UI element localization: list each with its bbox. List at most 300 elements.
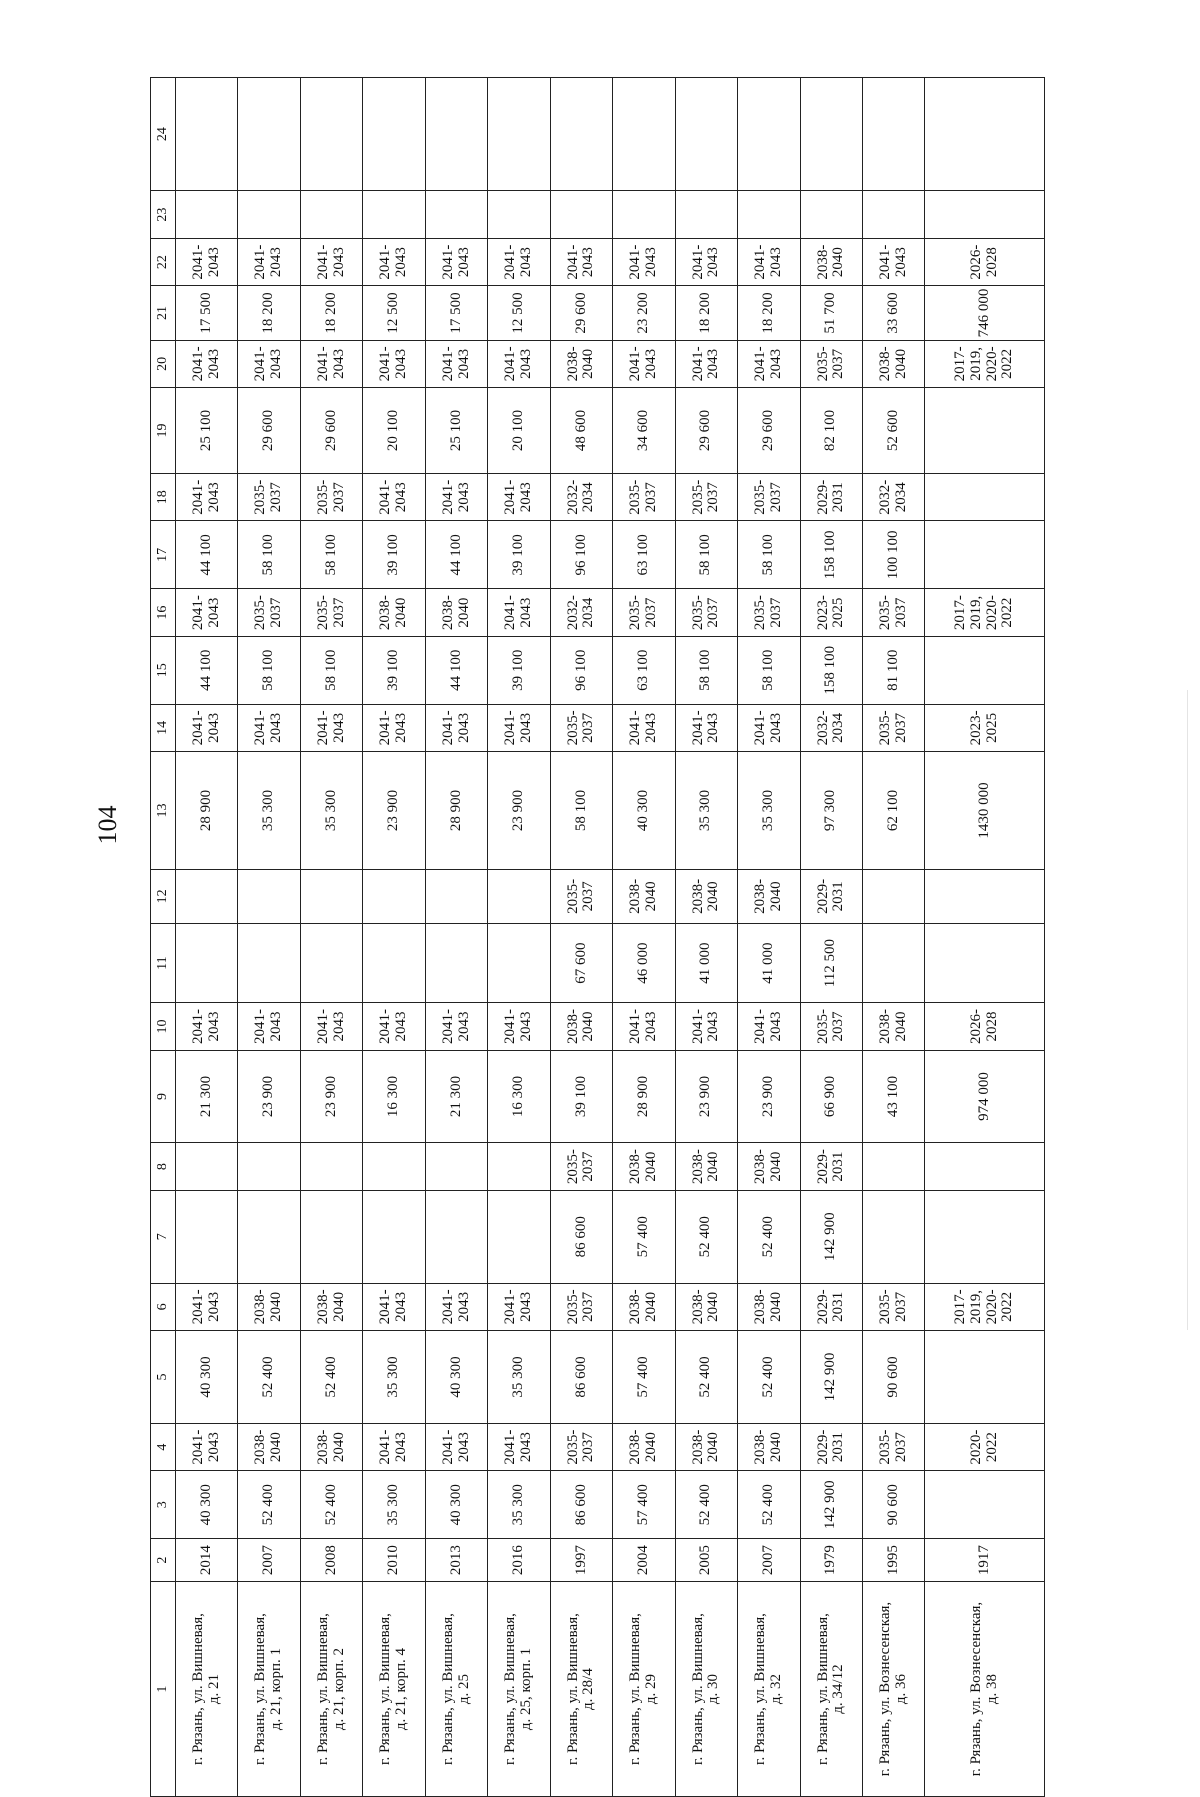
cell-text: 2041-: [377, 244, 394, 280]
cell-text: 20 100: [385, 409, 402, 452]
column-number-header: 9: [151, 1050, 176, 1143]
table-cell: [425, 1003, 487, 1050]
table-cell: [613, 1283, 675, 1330]
cell-text: 58 100: [697, 649, 714, 691]
cell-text: 2020-: [983, 346, 1000, 382]
table-cell: [738, 704, 800, 751]
cell-text: 2043: [517, 348, 534, 379]
cell-text: 2035-: [252, 479, 269, 515]
cell-text: 52 600: [884, 409, 901, 452]
cell-text: 52 400: [260, 1484, 277, 1526]
cell-text: 2028: [983, 1011, 1000, 1042]
page-number: 104: [93, 805, 122, 845]
cell-text: 52 400: [759, 1484, 776, 1526]
cell-text: 2032-: [564, 479, 581, 515]
table-cell: [425, 636, 487, 704]
cell-text: 2043: [205, 247, 222, 278]
table-cell: [176, 704, 238, 751]
cell-text: 2041-: [189, 244, 206, 280]
table-cell: [363, 1143, 425, 1190]
cell-text: 2025: [830, 597, 847, 628]
cell-text: 2041-: [752, 244, 769, 280]
table-cell: [800, 752, 862, 870]
table-cell: [176, 521, 238, 589]
cell-text: 2034: [892, 482, 909, 513]
table-cell: [738, 1471, 800, 1539]
cell-text: 2020-: [967, 1429, 984, 1465]
cell-text: 2022: [983, 1432, 1000, 1463]
cell-text: 2041-: [377, 1429, 394, 1465]
table-cell: [862, 474, 924, 521]
table-cell: [738, 1283, 800, 1330]
cell-text: 17 500: [447, 292, 464, 334]
cell-text: 2034: [580, 482, 597, 513]
cell-text: 57 400: [635, 1216, 652, 1258]
cell-text: 12 500: [510, 292, 527, 334]
table-cell: [613, 924, 675, 1003]
table-cell: [238, 752, 300, 870]
cell-text: 2038-: [752, 1429, 769, 1465]
table-cell: [613, 1331, 675, 1424]
table-cell: [675, 636, 737, 704]
cell-text: 2040: [330, 1291, 347, 1322]
cell-text: 2019,: [967, 595, 984, 630]
address-cell: [300, 1582, 362, 1797]
table-cell: [925, 1143, 1045, 1190]
table-cell: [550, 238, 612, 285]
table-cell: [800, 1003, 862, 1050]
table-cell: [925, 924, 1045, 1003]
table-cell: [675, 1190, 737, 1283]
table-cell: [675, 340, 737, 387]
cell-text: 2031: [830, 1432, 847, 1463]
cell-text: 23 200: [635, 292, 652, 334]
table-cell: [238, 78, 300, 191]
cell-text: г. Рязань, ул. Вишневая,: [252, 1613, 269, 1766]
cell-text: 2041-: [752, 346, 769, 382]
table-cell: [550, 1050, 612, 1143]
table-row: [862, 78, 924, 1797]
cell-text: д. 21, корп. 4: [393, 1647, 410, 1731]
table-cell: [925, 1471, 1045, 1539]
table-cell: [363, 1283, 425, 1330]
table-cell: [925, 340, 1045, 387]
cell-text: 29 600: [322, 409, 339, 452]
cell-text: 2040: [642, 1291, 659, 1322]
cell-text: 2023-: [814, 595, 831, 631]
table-cell: [363, 752, 425, 870]
table-cell: [550, 1471, 612, 1539]
cell-text: 2041-: [189, 710, 206, 746]
cell-text: 2037: [830, 348, 847, 379]
table-row: [675, 78, 737, 1797]
table-cell: [862, 1331, 924, 1424]
cell-text: 2014: [197, 1545, 214, 1576]
table-cell: [238, 924, 300, 1003]
cell-text: г. Рязань, ул. Вишневая,: [189, 1613, 206, 1766]
cell-text: 29 600: [260, 409, 277, 452]
table-cell: [176, 78, 238, 191]
cell-text: 2041-: [502, 595, 519, 631]
table-cell: [550, 1143, 612, 1190]
cell-text: 2041-: [439, 1008, 456, 1044]
table-cell: [738, 924, 800, 1003]
cell-text: 2043: [205, 1011, 222, 1042]
table-cell: [176, 752, 238, 870]
address-cell: [238, 1582, 300, 1797]
table-cell: [176, 1471, 238, 1539]
cell-text: 2043: [393, 348, 410, 379]
table-cell: [488, 1003, 550, 1050]
table-cell: [176, 388, 238, 474]
cell-text: 29 600: [759, 409, 776, 452]
cell-text: 2019,: [967, 1290, 984, 1324]
cell-text: 2029-: [814, 479, 831, 515]
table-cell: [675, 1050, 737, 1143]
cell-text: 1430 000: [975, 782, 992, 839]
cell-text: 39 100: [510, 534, 527, 576]
cell-text: 2041-: [314, 244, 331, 280]
cell-text: 86 600: [572, 1484, 589, 1526]
cell-text: 2040: [580, 1011, 597, 1042]
table-cell: [238, 1190, 300, 1283]
table-cell: [675, 388, 737, 474]
table-cell: [238, 521, 300, 589]
table-cell: [488, 521, 550, 589]
cell-text: 2035-: [689, 479, 706, 515]
cell-text: 23 900: [385, 789, 402, 832]
table-cell: [925, 388, 1045, 474]
table-cell: [738, 589, 800, 636]
address-cell: [738, 1582, 800, 1797]
table-cell: [488, 286, 550, 340]
cell-text: 2013: [447, 1545, 464, 1576]
table-cell: [550, 869, 612, 923]
cell-text: 2041-: [689, 1008, 706, 1044]
cell-text: 2037: [580, 712, 597, 743]
cell-text: 2043: [330, 1011, 347, 1042]
table-cell: [238, 191, 300, 238]
table-cell: [613, 869, 675, 923]
cell-text: 2040: [767, 1291, 784, 1322]
table-cell: [862, 286, 924, 340]
cell-text: 2037: [892, 597, 909, 628]
table-cell: [675, 238, 737, 285]
cell-text: 1995: [884, 1545, 901, 1576]
cell-text: 2037: [580, 1151, 597, 1182]
table-cell: [862, 1143, 924, 1190]
cell-text: г. Рязань, ул. Вишневая,: [439, 1613, 456, 1766]
cell-text: 58 100: [759, 649, 776, 691]
cell-text: г. Рязань, ул. Вишневая,: [377, 1613, 394, 1766]
table-cell: [488, 1050, 550, 1143]
column-number-header: 19: [151, 388, 176, 474]
table-cell: [675, 1003, 737, 1050]
cell-text: 2043: [330, 247, 347, 278]
cell-text: 2035-: [876, 1289, 893, 1325]
cell-text: 86 600: [572, 1356, 589, 1398]
table-cell: [800, 1423, 862, 1470]
table-cell: [363, 191, 425, 238]
cell-text: 52 400: [697, 1356, 714, 1398]
cell-text: 2041-: [689, 244, 706, 280]
cell-text: 2040: [767, 1151, 784, 1182]
cell-text: 2043: [205, 1432, 222, 1463]
table-cell: [176, 1331, 238, 1424]
cell-text: 2031: [830, 1291, 847, 1322]
table-cell: [300, 474, 362, 521]
cell-text: 2043: [393, 247, 410, 278]
cell-text: д. 30: [705, 1674, 722, 1705]
column-number-header: 14: [151, 704, 176, 751]
cell-text: д. 28/4: [580, 1668, 597, 1710]
cell-text: 40 300: [197, 1356, 214, 1398]
table-cell: [363, 1471, 425, 1539]
cell-text: д. 36: [892, 1674, 909, 1705]
table-cell: [425, 1143, 487, 1190]
column-number-header: 21: [151, 286, 176, 340]
table-cell: [550, 1003, 612, 1050]
table-cell: [176, 474, 238, 521]
cell-text: 2038-: [689, 878, 706, 914]
cell-text: 2019,: [967, 346, 984, 381]
table-row: [925, 78, 1045, 1797]
cell-text: д. 38: [983, 1674, 1000, 1705]
column-number-header: 1: [151, 1582, 176, 1797]
table-cell: [613, 1143, 675, 1190]
table-cell: [363, 1539, 425, 1582]
cell-text: 2041-: [189, 479, 206, 515]
table-cell: [488, 474, 550, 521]
table-cell: [363, 1331, 425, 1424]
table-cell: [300, 1143, 362, 1190]
table-cell: [738, 474, 800, 521]
table-row: [363, 78, 425, 1797]
cell-text: 96 100: [572, 649, 589, 691]
cell-text: 35 300: [697, 789, 714, 832]
column-number-header: 24: [151, 78, 176, 191]
cell-text: г. Рязань, ул. Вишневая,: [627, 1613, 644, 1766]
cell-text: 2037: [268, 597, 285, 628]
cell-text: 2043: [767, 247, 784, 278]
table-cell: [300, 589, 362, 636]
table-cell: [488, 340, 550, 387]
cell-text: 2043: [268, 348, 285, 379]
table-cell: [800, 78, 862, 191]
cell-text: 2041-: [752, 710, 769, 746]
table-cell: [550, 191, 612, 238]
cell-text: 2040: [642, 1432, 659, 1463]
table-cell: [238, 1003, 300, 1050]
table-cell: [738, 1003, 800, 1050]
cell-text: 2035-: [314, 595, 331, 631]
cell-text: 2007: [759, 1545, 776, 1576]
cell-text: 44 100: [447, 534, 464, 576]
cell-text: 2043: [642, 1011, 659, 1042]
table-cell: [300, 704, 362, 751]
table-row: [425, 78, 487, 1797]
cell-text: 2043: [517, 597, 534, 628]
table-cell: [800, 286, 862, 340]
cell-text: г. Рязань, ул. Вишневая,: [689, 1613, 706, 1766]
cell-text: 2040: [705, 1151, 722, 1182]
cell-text: 2037: [767, 482, 784, 513]
column-number-header: 17: [151, 521, 176, 589]
cell-text: 66 900: [822, 1075, 839, 1118]
cell-text: 2028: [983, 247, 1000, 278]
table-cell: [675, 78, 737, 191]
address-cell: [800, 1582, 862, 1797]
cell-text: 2038-: [252, 1289, 269, 1325]
cell-text: 34 600: [635, 409, 652, 452]
cell-text: 2041-: [189, 595, 206, 631]
table-cell: [238, 388, 300, 474]
cell-text: 2043: [268, 1011, 285, 1042]
table-cell: [862, 1190, 924, 1283]
cell-text: 2041-: [189, 1429, 206, 1465]
cell-text: 2043: [767, 712, 784, 743]
table-cell: [488, 1423, 550, 1470]
table-cell: [613, 1050, 675, 1143]
cell-text: 35 300: [385, 1484, 402, 1526]
cell-text: 2043: [205, 712, 222, 743]
cell-text: 43 100: [884, 1075, 901, 1118]
cell-text: 2035-: [564, 1289, 581, 1325]
table-cell: [176, 1190, 238, 1283]
table-cell: [425, 589, 487, 636]
table-cell: [925, 78, 1045, 191]
cell-text: 2037: [330, 597, 347, 628]
column-number-header: 8: [151, 1143, 176, 1190]
table-cell: [363, 636, 425, 704]
table-cell: [800, 340, 862, 387]
scan-edge-mark: [1187, 690, 1188, 1330]
cell-text: 158 100: [822, 645, 839, 695]
table-cell: [300, 238, 362, 285]
cell-text: 2041-: [252, 346, 269, 382]
table-row: [738, 78, 800, 1797]
table-cell: [176, 589, 238, 636]
cell-text: 2040: [330, 1432, 347, 1463]
table-cell: [425, 704, 487, 751]
cell-text: 81 100: [884, 649, 901, 691]
table-cell: [550, 752, 612, 870]
table-cell: [738, 388, 800, 474]
table-row: [238, 78, 300, 1797]
cell-text: 97 300: [822, 789, 839, 832]
cell-text: 2035-: [564, 710, 581, 746]
table-cell: [925, 869, 1045, 923]
cell-text: 18 200: [759, 292, 776, 334]
table-cell: [862, 589, 924, 636]
table-cell: [300, 388, 362, 474]
table-cell: [550, 388, 612, 474]
cell-text: 2038-: [752, 1289, 769, 1325]
cell-text: 2041-: [564, 244, 581, 280]
cell-text: 2037: [642, 482, 659, 513]
table-cell: [862, 869, 924, 923]
cell-text: 2026-: [967, 244, 984, 280]
table-cell: [675, 191, 737, 238]
table-cell: [238, 474, 300, 521]
table-cell: [613, 752, 675, 870]
table-cell: [363, 1003, 425, 1050]
cell-text: 41 000: [697, 942, 714, 984]
cell-text: 2040: [830, 247, 847, 278]
table-cell: [363, 521, 425, 589]
cell-text: 2032-: [876, 479, 893, 515]
cell-text: 2040: [892, 1011, 909, 1042]
table-cell: [675, 589, 737, 636]
table-cell: [613, 388, 675, 474]
cell-text: д. 21, корп. 1: [268, 1647, 285, 1731]
cell-text: 2040: [767, 1432, 784, 1463]
cell-text: 2041-: [439, 346, 456, 382]
cell-text: 2031: [830, 482, 847, 513]
address-cell: [925, 1582, 1045, 1797]
table-cell: [550, 589, 612, 636]
table-cell: [425, 869, 487, 923]
cell-text: 2032-: [814, 710, 831, 746]
table-cell: [738, 1050, 800, 1143]
table-cell: [425, 1190, 487, 1283]
column-number-row: [151, 78, 176, 1797]
cell-text: 62 100: [884, 789, 901, 832]
table-cell: [862, 191, 924, 238]
cell-text: 2041-: [627, 710, 644, 746]
table-cell: [550, 1331, 612, 1424]
table-cell: [675, 869, 737, 923]
cell-text: 2043: [330, 712, 347, 743]
table-cell: [488, 1331, 550, 1424]
table-cell: [363, 704, 425, 751]
cell-text: 2004: [635, 1545, 652, 1576]
cell-text: 2017-: [952, 1289, 969, 1325]
table-cell: [613, 474, 675, 521]
cell-text: 2010: [385, 1545, 402, 1576]
cell-text: 23 900: [697, 1075, 714, 1118]
cell-text: 57 400: [635, 1356, 652, 1398]
table-cell: [675, 474, 737, 521]
table-cell: [363, 1423, 425, 1470]
cell-text: 51 700: [822, 292, 839, 334]
table-cell: [238, 869, 300, 923]
cell-text: 2041-: [377, 1289, 394, 1325]
table-cell: [862, 340, 924, 387]
table-cell: [176, 924, 238, 1003]
cell-text: 2034: [580, 597, 597, 628]
cell-text: 2038-: [814, 244, 831, 280]
table-cell: [176, 1050, 238, 1143]
cell-text: 2043: [455, 712, 472, 743]
table-cell: [613, 340, 675, 387]
cell-text: 142 900: [822, 1212, 839, 1262]
cell-text: 2041-: [502, 1289, 519, 1325]
cell-text: 35 300: [260, 789, 277, 832]
cell-text: 2043: [205, 348, 222, 379]
cell-text: 16 300: [510, 1075, 527, 1118]
table-cell: [425, 388, 487, 474]
cell-text: 2043: [268, 712, 285, 743]
cell-text: 90 600: [884, 1484, 901, 1526]
table-cell: [800, 1471, 862, 1539]
cell-text: 1917: [975, 1545, 992, 1576]
table-cell: [800, 388, 862, 474]
table-cell: [550, 340, 612, 387]
table-cell: [176, 636, 238, 704]
table-cell: [363, 238, 425, 285]
table-cell: [425, 474, 487, 521]
